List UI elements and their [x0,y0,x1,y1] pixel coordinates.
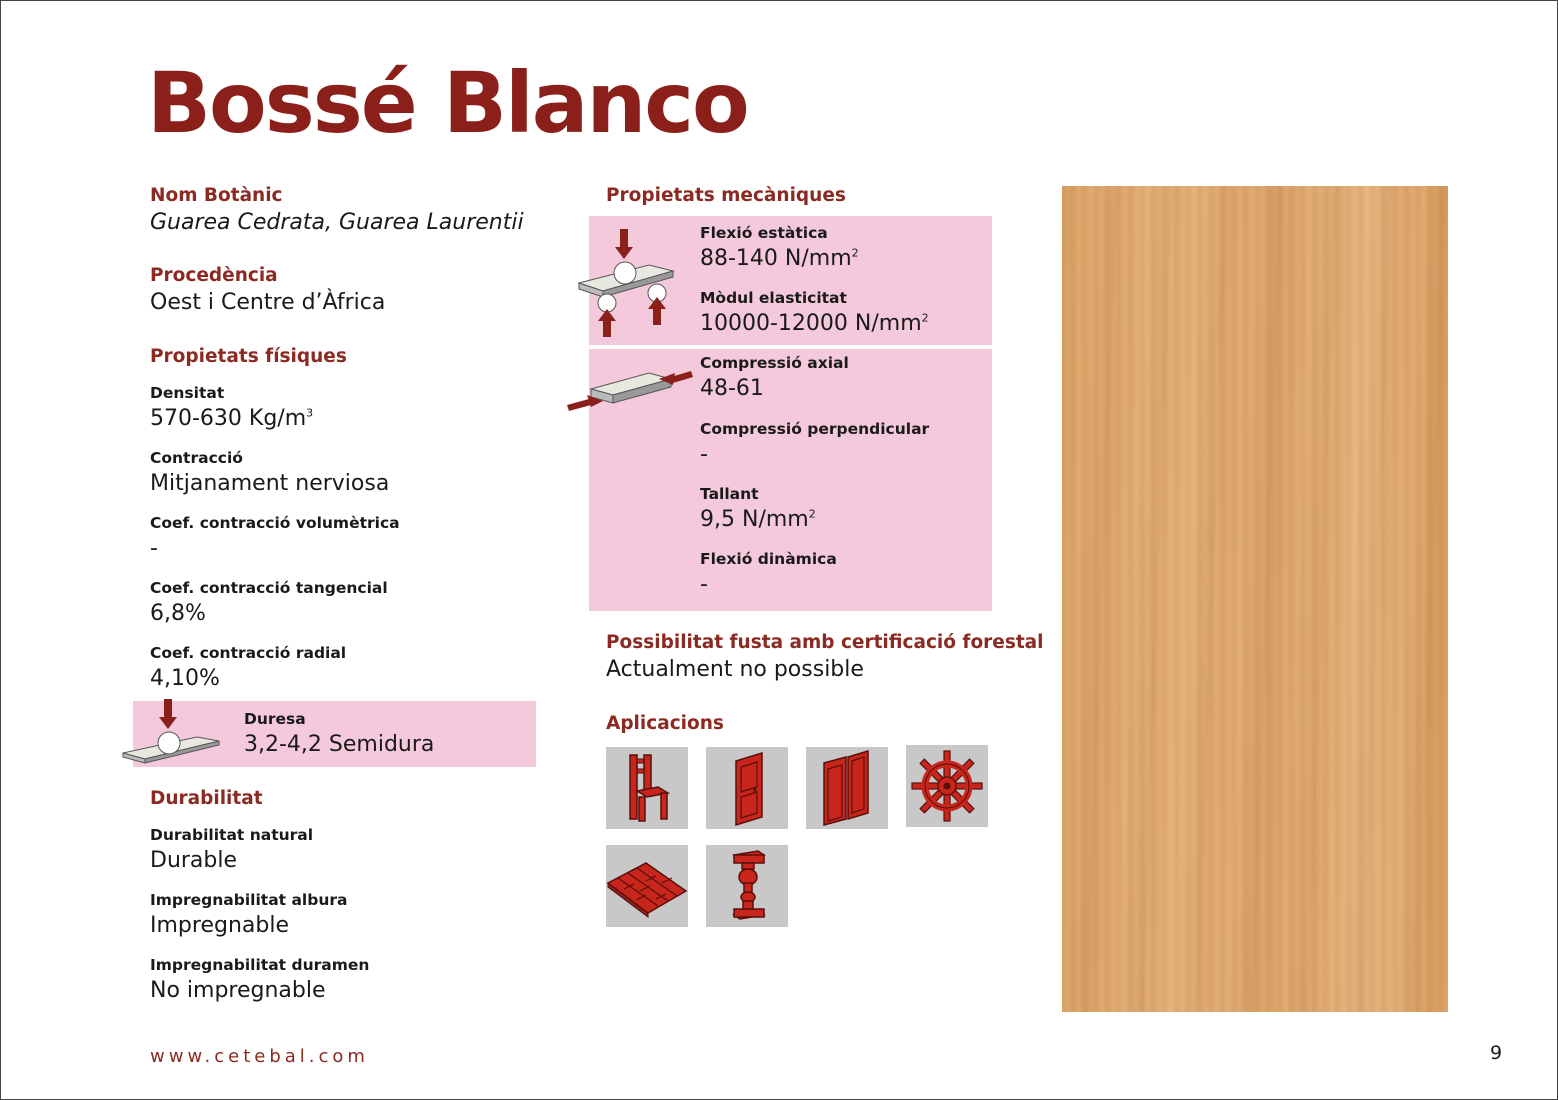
dynamic-flexion-label: Flexió dinàmica [700,550,837,568]
hardness-test-icon [119,697,223,773]
flexion-test-icon [575,227,679,341]
botanic-heading: Nom Botànic [150,185,283,206]
contraction-label: Contracció [150,449,243,467]
applications-heading: Aplicacions [606,713,724,734]
wood-sample-image [1062,186,1448,1012]
hardness-label: Duresa [244,710,306,728]
baluster-icon [706,845,788,927]
hardness-value: 3,2-4,2 Semidura [244,732,435,757]
axial-compression-label: Compressió axial [700,354,849,372]
perp-compression-label: Compressió perpendicular [700,420,930,438]
sapwood-value: Impregnable [150,913,289,938]
shear-value: 9,5 $N/mm^2$ [700,507,816,532]
origin-value: Oest i Centre d’Àfrica [150,290,386,315]
botanic-value: Guarea Cedrata, Guarea Laurentii [150,210,524,235]
axial-compression-value: 48-61 [700,376,764,401]
elastic-modulus-value: 10000-12000 $N/mm^2$ [700,311,929,336]
heartwood-label: Impregnabilitat duramen [150,956,370,974]
durability-heading: Durabilitat [150,788,263,809]
tang-contraction-value: 6,8% [150,601,206,626]
heartwood-value: No impregnable [150,978,326,1003]
mechanical-heading: Propietats mecàniques [606,185,846,206]
radial-contraction-value: 4,10% [150,666,220,691]
natural-durability-label: Durabilitat natural [150,826,314,844]
static-flexion-value: 88-140 $N/mm^2$ [700,246,859,271]
compression-test-icon [563,363,697,417]
tang-contraction-label: Coef. contracció tangencial [150,579,388,597]
certification-heading: Possibilitat fusta amb certificació forestal [606,632,1044,653]
dynamic-flexion-value: - [700,572,708,597]
density-value: 570-630 $Kg/m^3$ [150,406,314,431]
natural-durability-value: Durable [150,848,238,873]
parquet-floor-icon [606,845,688,927]
sapwood-label: Impregnabilitat albura [150,891,348,909]
vol-contraction-value: - [150,536,158,561]
shear-label: Tallant [700,485,759,503]
page-number: 9 [1490,1042,1503,1064]
double-door-icon [806,747,888,829]
radial-contraction-label: Coef. contracció radial [150,644,347,662]
elastic-modulus-label: Mòdul elasticitat [700,289,847,307]
origin-heading: Procedència [150,265,278,286]
certification-value: Actualment no possible [606,657,864,682]
density-label: Densitat [150,384,225,402]
page-title: Bossé Blanco [147,54,748,152]
contraction-value: Mitjanament nerviosa [150,471,390,496]
door-icon [706,747,788,829]
physical-heading: Propietats físiques [150,346,347,367]
perp-compression-value: - [700,442,708,467]
static-flexion-label: Flexió estàtica [700,224,828,242]
chair-icon [606,747,688,829]
vol-contraction-label: Coef. contracció volumètrica [150,514,400,532]
footer-url[interactable]: www.cetebal.com [150,1046,369,1067]
ship-wheel-icon [906,745,988,827]
